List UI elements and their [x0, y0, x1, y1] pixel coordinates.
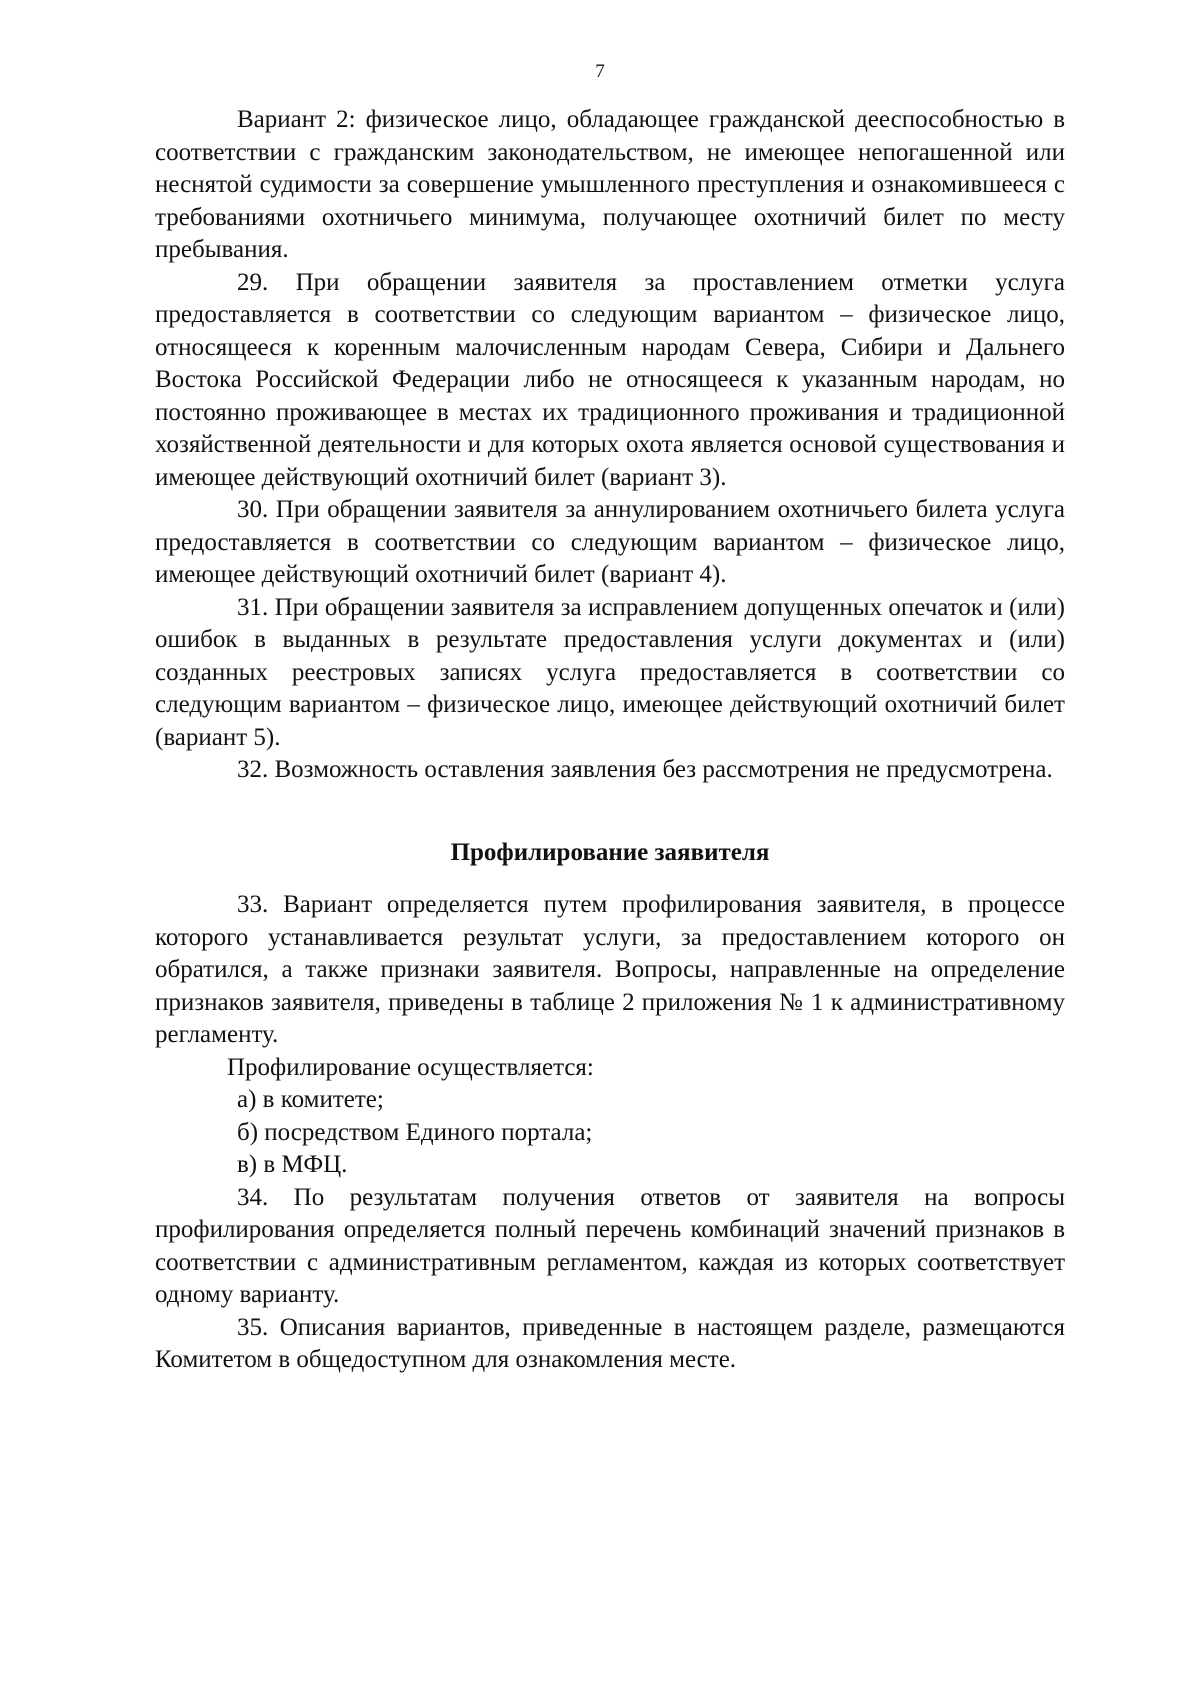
paragraph-35: 35. Описания вариантов, приведенные в настоящем разделе, размещаются Комитетом в общедоступном для ознакомления месте.	[155, 1313, 1065, 1373]
section-heading: Профилирование заявителя	[450, 838, 770, 866]
list-item-a: а) в комитете;	[237, 1086, 384, 1113]
paragraph-29: 29. При обращении заявителя за проставлением отметки услуга предоставляется в соответствии со следующим вариантом – физическое лицо, относящееся к коренным малочисленным народам Севера, Сибири и Дальнего Востока Российской Федерации либо не относящееся к указанным народам, но постоянно проживающее в местах их традиционного проживания и традиционной хозяйственной деятельности и для которых охота является основой существования и имеющее действующий охотничий билет (вариант 3).	[155, 268, 1065, 491]
paragraph-33: 33. Вариант определяется путем профилирования заявителя, в процессе которого устанавливается результат услуги, за предоставлением которого он обратился, а также признаки заявителя. Вопросы, направленные на определение признаков заявителя, приведены в таблице 2 приложения № 1 к административному регламенту.	[155, 891, 1065, 1048]
paragraph-34: 34. По результатам получения ответов от заявителя на вопросы профилирования определяется полный перечень комбинаций значений признаков в соответствии с административным регламентом, каждая из которых соответствует одному варианту.	[155, 1183, 1065, 1308]
document-body	[155, 104, 1065, 1377]
profiling-intro: Профилирование осуществляется:	[227, 1053, 594, 1081]
paragraph-31: 31. При обращении заявителя за исправлением допущенных опечаток и (или) ошибок в выданных в результате предоставления услуги документах и (или) созданных реестровых записях услуга предоставляется в соответствии со следующим вариантом – физическое лицо, имеющее действующий охотничий билет (вариант 5).	[155, 593, 1065, 751]
list-item-c: в) в МФЦ.	[237, 1151, 348, 1178]
list-item-b: б) посредством Единого портала;	[237, 1118, 593, 1146]
paragraph-variant-2: Вариант 2: физическое лицо, обладающее гражданской дееспособностью в соответствии с гражданским законодательством, не имеющее непогашенной или неснятой судимости за совершение умышленного преступления и ознакомившееся с требованиями охотничьего минимума, получающее охотничий билет по месту пребывания.	[155, 106, 1065, 263]
page-number: 7	[595, 61, 605, 82]
paragraph-32: 32. Возможность оставления заявления без рассмотрения не предусмотрена.	[237, 756, 1053, 783]
paragraph-30: 30. При обращении заявителя за аннулированием охотничьего билета услуга предоставляется в соответствии со следующим вариантом – физическое лицо, имеющее действующий охотничий билет (вариант 4).	[155, 496, 1065, 588]
